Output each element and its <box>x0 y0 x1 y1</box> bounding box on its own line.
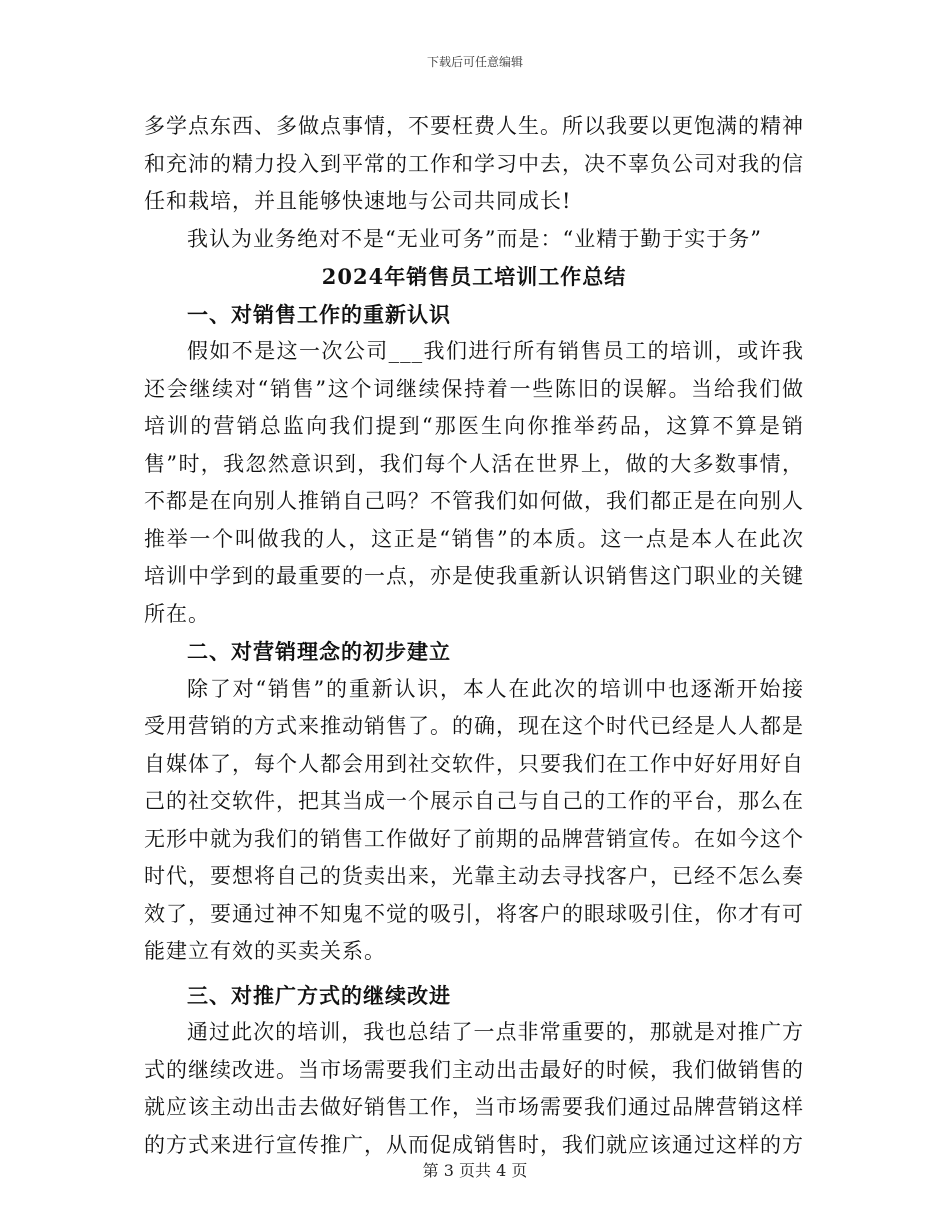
page-header: 下载后可任意编辑 <box>426 55 523 69</box>
section1-heading: 一、对销售工作的重新认识 <box>187 301 451 327</box>
section2-paragraph: 除了对“销售”的重新认识，本人在此次的培训中也逐渐开始接受用营销的方式来推动销售了。的确，现在这个时代已经是人人都是自媒体了，每个人都会用到社交软件，只要我们在工作中好好用好自己的社交软件，把其当成一个展示自己与自己的工作的平台，那么在无形中就为我们的销售工作做好了前期的品牌营销宣传。在如今这个时代，要想将自己的货卖出来，光靠主动去寻找客户，已经不怎么奏效了，要通过神不知鬼不觉的吸引，将客户的眼球吸引住，你才有可能建立有效的买卖关系。 <box>144 676 804 963</box>
section2-heading: 二、对营销理念的初步建立 <box>187 639 451 664</box>
document-title: 2024年销售员工培训工作总结 <box>321 264 627 289</box>
document-body <box>144 108 804 1164</box>
section1-paragraph: 假如不是这一次公司___我们进行所有销售员工的培训，或许我还会继续对“销售”这个词继续保持着一些陈旧的误解。当给我们做培训的营销总监向我们提到“那医生向你推举药品，这算不算是销售”时，我忽然意识到，我们每个人活在世界上，做的大多数事情，不都是在向别人推销自己吗？不管我们如何做，我们都正是在向别人推举一个叫做我的人，这正是“销售”的本质。这一点是本人在此次培训中学到的最重要的一点，亦是使我重新认识销售这门职业的关键所在。 <box>144 339 804 626</box>
section3-heading: 三、对推广方式的继续改进 <box>187 982 451 1008</box>
motto-paragraph: 我认为业务绝对不是“无业可务”而是：“业精于勤于实于务” <box>187 226 762 251</box>
section3-paragraph: 通过此次的培训，我也总结了一点非常重要的，那就是对推广方式的继续改进。当市场需要我们主动出击最好的时候，我们做销售的就应该主动出击去做好销售工作，当市场需要我们通过品牌营销这样的方式来进行宣传推广，从而促成销售时，我们就应该通过这样的方 <box>144 1020 804 1157</box>
intro-paragraph: 多学点东西、多做点事情，不要枉费人生。所以我要以更饱满的精神和充沛的精力投入到平常的工作和学习中去，决不辜负公司对我的信任和栽培，并且能够快速地与公司共同成长! <box>144 114 804 213</box>
page-footer: 第 3 页共 4 页 <box>422 1161 528 1180</box>
